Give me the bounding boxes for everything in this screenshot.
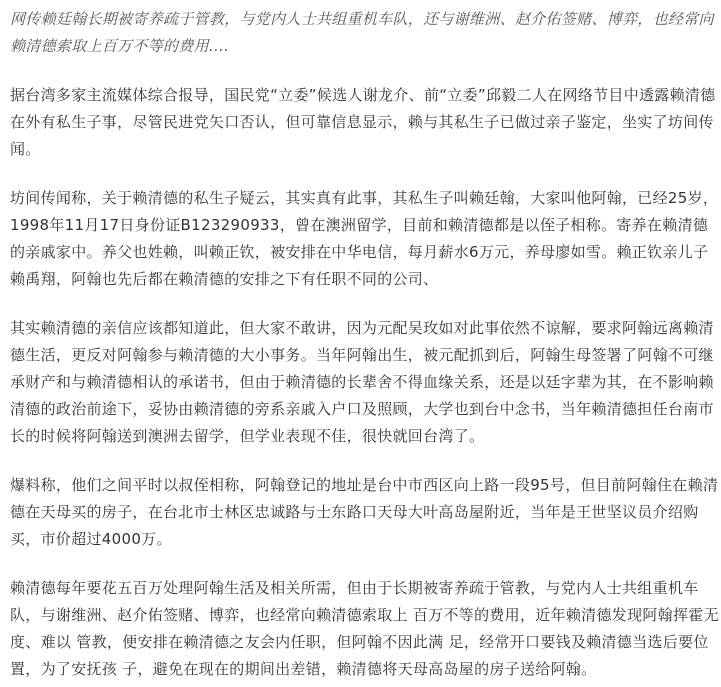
text-line: 赖清德索取上百万不等的费用.... [10,37,230,55]
text-line: 置，为了安抚孩 子，避免在现在的期间出差错，赖清德将天母高岛屋的房子送给阿翰。 [10,660,597,678]
text-line: 德生活，更反对阿翰参与赖清德的大小事务。当年阿翰出生，被元配抓到后，阿翰生母签署了阿翰不可继 [10,346,714,364]
text-line: 承财产和与赖清德相认的承诺书，但由于赖清德的长辈舍不得血缘关系，还是以廷字辈为其，在不影响赖 [10,373,714,391]
paragraph-rumor-details [10,185,719,293]
paragraph-media-report [10,82,716,163]
paragraph-expenses [10,575,719,683]
paragraph-address [10,472,719,553]
text-line: 长的时候将阿翰送到澳洲去留学，但学业表现不佳，很快就回台湾了。 [10,427,485,445]
text-line: 的亲戚家中。养父也姓赖，叫赖正钦，被安排在中华电信，每月薪水6万元，养母廖如雪。赖正钦亲儿子 [10,243,709,261]
text-line: 队，与谢维洲、赵介佑签赌、博弈，也经常向赖清德索取上 百万不等的费用，近年赖清德发现阿翰挥霍无 [10,606,719,624]
text-line: 网传赖廷翰长期被寄养疏于管教，与党内人士共组重机车队，还与谢维洲、赵介佑签赌、博弈，也经常向 [10,10,714,28]
paragraph-background [10,315,714,450]
text-line: 赖禹翔，阿翰也先后都在赖清德的安排之下有任职不同的公司、 [10,270,439,288]
text-line: 1998年11月17日身份证B123290933，曾在澳洲留学，目前和赖清德都是以侄子相称。寄养在赖清德 [10,216,709,234]
text-line: 爆料称，他们之间平时以叔侄相称，阿翰登记的地址是台中市西区向上路一段95号，但目前阿翰住在赖清 [10,476,719,494]
text-line: 度、难以 管教，便安排在赖清德之友会内任职，但阿翰不因此满 足，经常开口要钱及赖清德当选后要位 [10,633,709,651]
text-line: 赖清德每年要花五百万处理阿翰生活及相关所需，但由于长期被寄养疏于管教，与党内人士共组重机车 [10,579,699,597]
text-line: 据台湾多家主流媒体综合报导，国民党“立委”候选人谢龙介、前“立委”邱毅二人在网络节目中透露赖清德 [10,86,716,104]
text-line: 清德的政治前途下，妥协由赖清德的旁系亲戚入户口及照顾，大学也到台中念书，当年赖清德担任台南市 [10,400,714,418]
text-line: 在外有私生子事，尽管民进党矢口否认，但可靠信息显示，赖与其私生子已做过亲子鉴定，坐实了坊间传 [10,113,714,131]
text-line: 闻。 [10,140,41,158]
text-line: 德在天母买的房子，在台北市士林区忠诚路与士东路口天母大叶高岛屋附近，当年是王世坚议员介绍购 [10,503,699,521]
text-line: 其实赖清德的亲信应该都知道此，但大家不敢讲，因为元配吴玫如对此事依然不谅解，要求阿翰远离赖清 [10,319,714,337]
intro-paragraph [10,6,714,60]
text-line: 买，市价超过4000万。 [10,530,172,548]
text-line: 坊间传闻称，关于赖清德的私生子疑云，其实真有此事，其私生子叫赖廷翰，大家叫他阿翰，已经25岁， [10,189,719,207]
